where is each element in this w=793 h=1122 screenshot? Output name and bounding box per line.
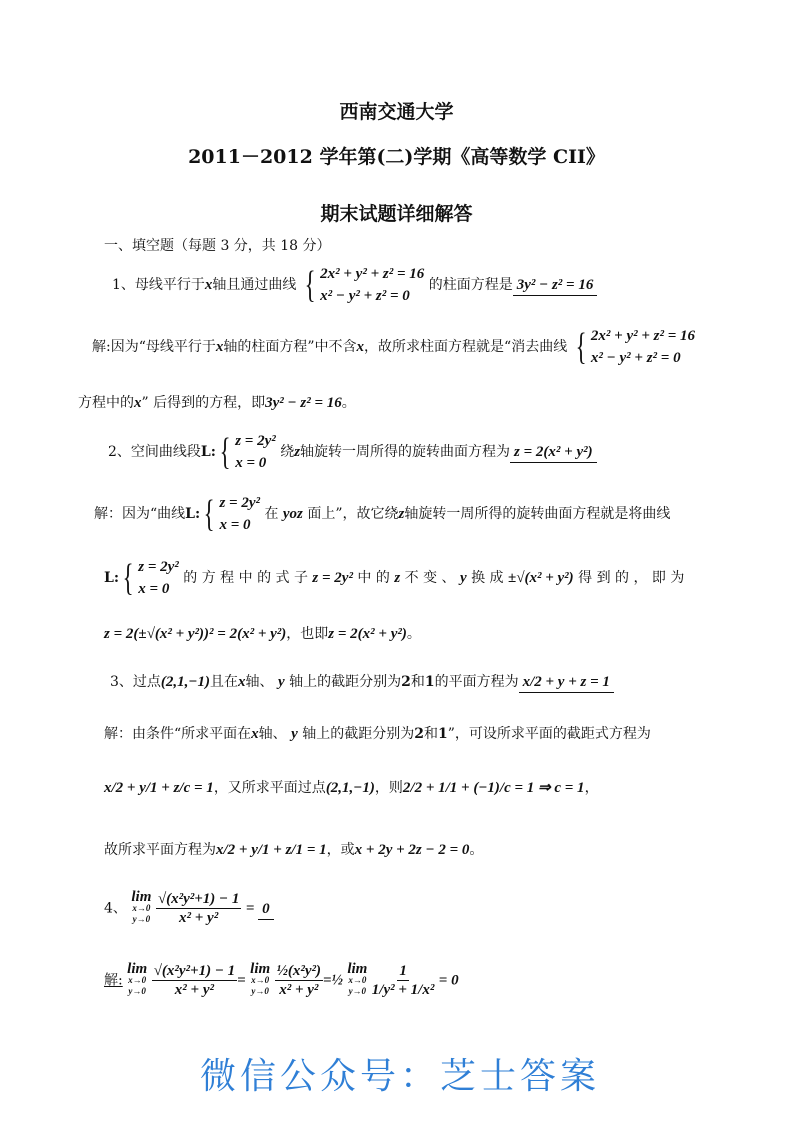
solution-2-final: z = 2(±√(x² + y²))² = 2(x² + y²)，也即z = 2(x² + y²)。 bbox=[104, 626, 421, 642]
solution-2: 解：因为“曲线L: { z = 2y² x = 0 在 yoz 面上”，故它绕z轴旋转一周所得的旋转曲面方程就是将曲线 bbox=[94, 493, 671, 535]
question-3: 3、过点(2,1,−1)且在x轴、 y 轴上的截距分别为2和1的平面方程为 x/2 + y + z = 1 bbox=[110, 672, 614, 692]
solution-2-cont: L: { z = 2y² x = 0 的 方 程 中 的 式 子 z = 2y² 中 的 z 不 变 、 y 换 成 ±√(x² + y²) 得 到 的 ， 即 为 bbox=[104, 557, 685, 599]
answer-1: 3y² − z² = 16 bbox=[513, 277, 598, 296]
answer-3: x/2 + y + z = 1 bbox=[519, 674, 614, 693]
university-title: 西南交通大学 bbox=[339, 101, 454, 123]
question-2: 2、空间曲线段L: { z = 2y² x = 0 绕z轴旋转一周所得的旋转曲面方程为 z = 2(x² + y²) bbox=[108, 430, 597, 474]
watermark: 微信公众号：芝士答案 bbox=[200, 1056, 601, 1097]
answer-2: z = 2(x² + y²) bbox=[510, 444, 597, 463]
solution-3-final: 故所求平面方程为x/2 + y/1 + z/1 = 1，或x + 2y + 2z − 2 = 0。 bbox=[104, 842, 484, 858]
solution-1-cont: 方程中的x” 后得到的方程，即3y² − z² = 16。 bbox=[78, 395, 356, 411]
solution-title: 期末试题详细解答 bbox=[320, 203, 473, 225]
answer-4: 0 bbox=[258, 901, 274, 920]
exam-title: 2011－2012 学年第(二)学期《高等数学 CII》 bbox=[188, 146, 605, 168]
solution-1: 解:因为“母线平行于x轴的柱面方程”中不含x，故所求柱面方程就是“消去曲线 { 2x² + y² + z² = 16 x² − y² + z² = 0 bbox=[92, 326, 696, 368]
question-1: 1、母线平行于x轴且通过曲线 { 2x² + y² + z² = 16 x² − y² + z² = 0 的柱面方程是 3y² − z² = 16 bbox=[112, 263, 597, 307]
solution-3: 解：由条件“所求平面在x轴、 y 轴上的截距分别为2和1”，可设所求平面的截距式方程为 bbox=[104, 726, 651, 742]
solution-4: 解: lim x→0 y→0 $\frac{\text{√(x²y²+1) − 1}}{\text{x² + y²}}$ = lim x→0 y→0 $\frac{\text{½(x²y²)}}{\text{x² + y²}}$ =½ lim x→0 y→0 $\frac{1}{\text{1/y² + 1/x²}}$ = 0 bbox=[104, 961, 459, 998]
section-heading: 一、填空题（每题 3 分，共 18 分） bbox=[104, 238, 331, 254]
solution-3-cont: x/2 + y/1 + z/c = 1，又所求平面过点(2,1,−1)，则2/2 + 1/1 + (−1)/c = 1 ⇒ c = 1， bbox=[104, 780, 599, 796]
question-4: 4、 lim x→0 y→0 $\frac{\text{√(x²y²+1) − 1}}{\text{x² + y²}}$ = 0 bbox=[104, 890, 274, 927]
